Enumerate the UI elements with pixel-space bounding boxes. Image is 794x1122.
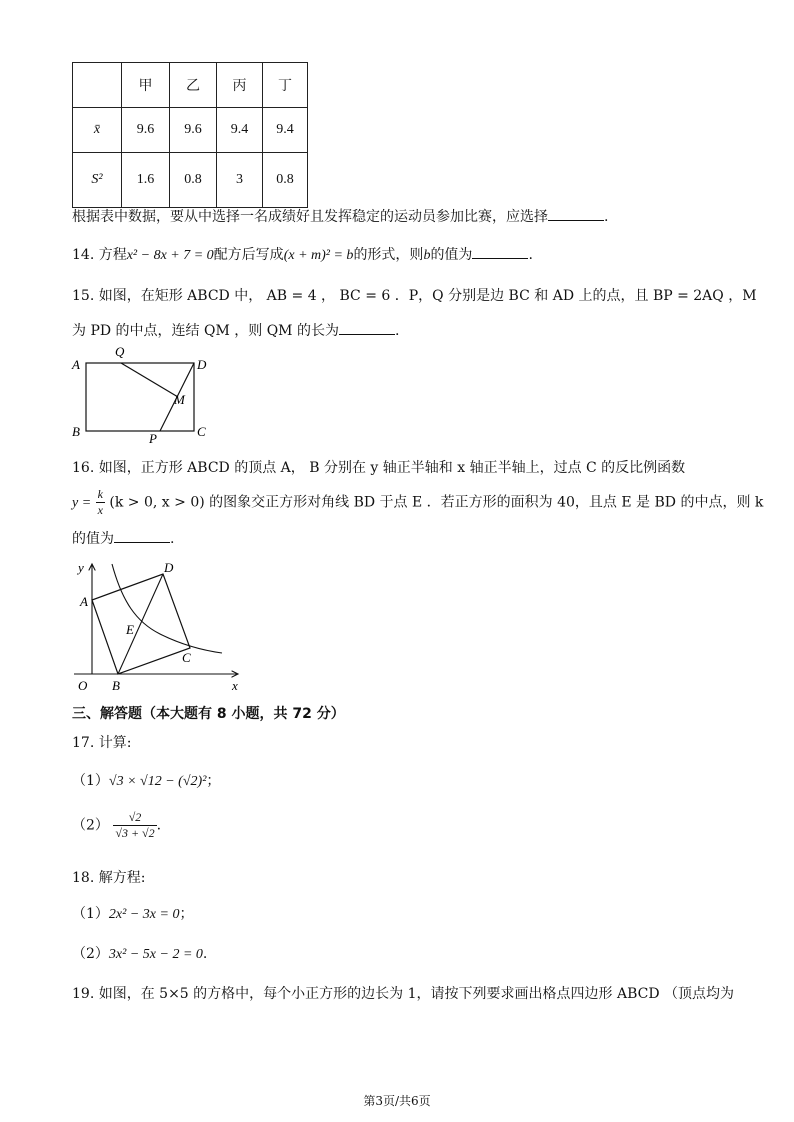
q18-part-2-end: . <box>202 946 208 962</box>
q16-fraction-numerator: k <box>97 487 103 501</box>
table-header-cell: 丙 <box>217 63 263 108</box>
q18-part-1-end: ； <box>179 906 194 922</box>
q17-part-2 <box>72 810 161 841</box>
table-cell: 9.6 <box>170 108 217 153</box>
q17-part-2-fraction <box>113 810 156 841</box>
table-header-cell: 甲 <box>122 63 170 108</box>
q14-equation-1: x² − 8x + 7 = 0 <box>126 248 214 263</box>
q16-line-2 <box>72 487 763 518</box>
q16-text-3: 的值为 <box>72 531 114 547</box>
q16-square-figure <box>70 556 250 696</box>
table-cell: 9.4 <box>217 108 263 153</box>
hyperbola-curve <box>112 564 222 653</box>
label-a: A <box>72 357 80 372</box>
page-footer: 第3页/共6页 <box>363 1094 431 1108</box>
q17-part-2-end: . <box>156 817 162 834</box>
row-label-variance: S² <box>73 153 122 208</box>
q17-fraction-denominator: √3 + √2 <box>115 826 155 840</box>
axis-label-y: y <box>78 560 84 575</box>
label-c: C <box>197 424 206 439</box>
q17-part-1-end: ； <box>206 773 221 789</box>
q16-text-2: (k > 0, x > 0) 的图象交正方形对角线 BD 于点 E ．若正方形的面积为 40，且点 E 是 BD 的中点，则 k <box>109 494 764 511</box>
q14-text-3: 的形式，则 <box>353 247 424 263</box>
q15-line-1 <box>72 285 757 305</box>
q15-text-2: 为 PD 的中点，连结 QM ，则 QM 的长为 <box>72 323 339 339</box>
q18-part-1-number: （1） <box>72 906 109 922</box>
q14-answer-blank[interactable] <box>472 244 528 259</box>
q18-part-1-expression: 2x² − 3x = 0 <box>108 907 180 922</box>
q17-part-1-expression: √3 × √12 − (√2)² <box>108 774 207 789</box>
q18-part-2-number: （2） <box>72 946 109 962</box>
row-label-mean: x̄ <box>73 108 122 153</box>
q16-func-y: y = <box>72 495 92 511</box>
label-q: Q <box>115 344 125 359</box>
q15-rectangle-figure <box>66 342 216 446</box>
table-header-cell: 乙 <box>170 63 217 108</box>
q15-line-2 <box>72 320 399 340</box>
table-header-cell <box>73 63 122 108</box>
table-cell: 0.8 <box>170 153 217 208</box>
table-row-mean <box>73 108 308 153</box>
table-header-cell: 丁 <box>263 63 308 108</box>
q14-text-2: 配方后写成 <box>213 247 284 263</box>
label-c: C <box>182 650 191 665</box>
table-cell: 9.4 <box>263 108 308 153</box>
label-b: B <box>112 678 120 693</box>
q14-equation-2: (x + m)² = b <box>283 248 354 263</box>
q16-number: 16. <box>72 460 95 476</box>
q18-part-2-expression: 3x² − 5x − 2 = 0 <box>108 947 203 962</box>
q17-part-2-number: （2） <box>72 817 109 834</box>
q14-line <box>72 244 533 264</box>
diagonal-bd <box>118 574 163 674</box>
segment-qm <box>121 363 178 397</box>
q15-end: . <box>394 323 400 339</box>
q18-part-2 <box>72 943 207 963</box>
label-d: D <box>197 357 207 372</box>
table-cell: 3 <box>217 153 263 208</box>
q14-end: . <box>528 247 533 263</box>
q16-answer-blank[interactable] <box>114 528 170 543</box>
q17-fraction-numerator: √2 <box>113 810 156 826</box>
q16-line-3 <box>72 528 174 548</box>
q14-text-4: 的值为 <box>430 247 473 263</box>
q14-variable: b <box>423 248 431 263</box>
q18-title: 18. 解方程: <box>72 870 146 886</box>
q18-part-1 <box>72 903 193 923</box>
label-m: M <box>174 392 185 407</box>
q16-fraction <box>96 487 105 518</box>
table-cell: 9.6 <box>122 108 170 153</box>
q13-end: . <box>604 209 609 225</box>
q16-line-1 <box>72 457 685 477</box>
q13-text: 根据表中数据，要从中选择一名成绩好且发挥稳定的运动员参加比赛，应选择 <box>72 209 548 225</box>
q14-number: 14. <box>72 247 95 263</box>
q16-end: . <box>170 531 175 547</box>
table-row-variance <box>73 153 308 208</box>
stats-table <box>72 62 308 208</box>
q17-part-1-number: （1） <box>72 773 109 789</box>
q13-line <box>72 206 608 226</box>
label-b: B <box>72 424 80 439</box>
axis-label-x: x <box>232 678 238 693</box>
label-d: D <box>164 560 174 575</box>
q15-answer-blank[interactable] <box>339 320 395 335</box>
table-cell: 1.6 <box>122 153 170 208</box>
table-header-row <box>73 63 308 108</box>
q16-text-1: 如图，正方形 ABCD 的顶点 A， B 分别在 y 轴正半轴和 x 轴正半轴上，过点 C 的反比例函数 <box>98 460 686 476</box>
q19-line: 19. 如图，在 5×5 的方格中，每个小正方形的边长为 1，请按下列要求画出格点四边形 ABCD （顶点均为 <box>72 986 735 1002</box>
q14-text-1: 方程 <box>98 247 127 263</box>
q16-fraction-denominator: x <box>97 503 103 517</box>
q17-title: 17. 计算: <box>72 735 132 751</box>
table-cell: 0.8 <box>263 153 308 208</box>
q17-part-1 <box>72 770 220 790</box>
label-a: A <box>80 594 88 609</box>
label-o: O <box>78 678 88 693</box>
label-e: E <box>126 622 134 637</box>
section-heading: 三、解答题（本大题有 8 小题，共 72 分） <box>72 706 345 722</box>
q13-answer-blank[interactable] <box>548 206 604 221</box>
q15-number: 15. <box>72 288 95 304</box>
q15-text-1: 如图，在矩形 ABCD 中， AB = 4 ， BC = 6 ．P，Q 分别是边 BC 和 AD 上的点，且 BP = 2AQ ，M <box>98 288 757 304</box>
label-p: P <box>149 431 157 446</box>
